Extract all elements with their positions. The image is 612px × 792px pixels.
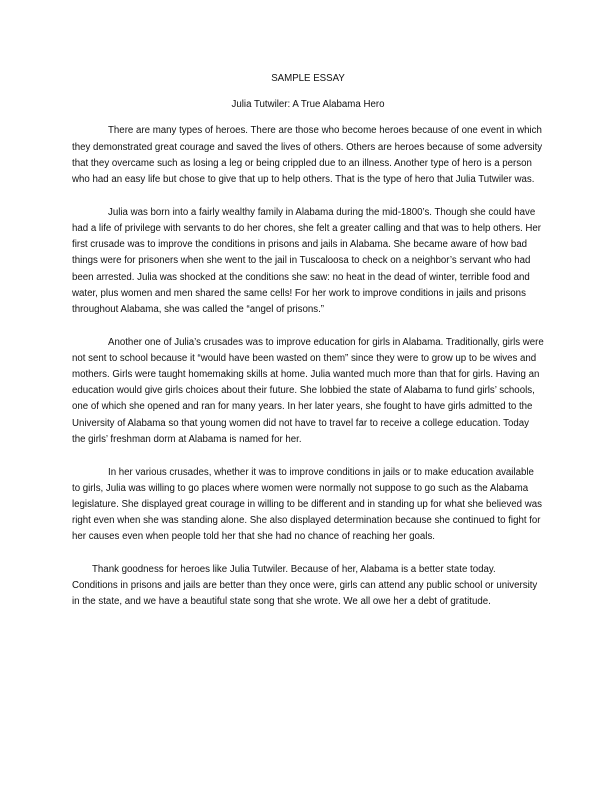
- paragraph-3: Another one of Julia’s crusades was to improve education for girls in Alabama. Traditionally, girls were not sent to school because it “would have been wasted on them” since they were to grow up to be wives and mothers. Girls were taught homemaking skills at home. Julia wanted much more than that for girls. Having an education would give girls choices about their future. She lobbied the state of Alabama to fund girls’ schools, one of which she opened and ran for many years. In her later years, she fought to have girls admitted to the University of Alabama so that young women did not have to travel far to receive a college education. Today the girls’ freshman dorm at Alabama is named for her.: [72, 336, 544, 445]
- essay-title: Julia Tutwiler: A True Alabama Hero: [231, 99, 385, 111]
- paragraph-2: Julia was born into a fairly wealthy family in Alabama during the mid-1800’s. Though she could have had a life of privilege with servants to do her chores, she felt a greater calling and that was to help others. Her first crusade was to improve the conditions in prisons and jails in Alabama. She became aware of how bad things were for prisoners when she went to the jail in Tuscaloosa to check on a neighbor’s servant who had been arrested. Julia was shocked at the conditions she saw: no heat in the dead of winter, terrible food and water, plus women and men shared the same cells! For her work to improve conditions in jails and prisons throughout Alabama, she was called the “angel of prisons.”: [72, 206, 542, 315]
- essay-heading: SAMPLE ESSAY: [271, 73, 345, 84]
- paragraph-4: In her various crusades, whether it was to improve conditions in jails or to make education available to girls, Julia was willing to go places where women were normally not suppose to go such as the Alabama legislature. She displayed great courage in willing to be different and in standing up for what she believed was right even when she was standing alone. She also displayed determination because she continued to fight for her causes even when people told her that she had no chance of reaching her goals.: [72, 466, 542, 543]
- paragraph-5: Thank goodness for heroes like Julia Tutwiler. Because of her, Alabama is a better state today. Conditions in prisons and jails are better than they once were, girls can attend any public school or university in the state, and we have a beautiful state song that she wrote. We all owe her a debt of gratitude.: [72, 564, 538, 608]
- essay-body: [72, 71, 544, 627]
- paragraph-1: There are many types of heroes. There are those who become heroes because of one event in which they demonstrated great courage and saved the lives of others. Others are heroes because of some adversity that they overcame such as losing a leg or being crippled due to an illness. Another type of hero is a person who had an easy life but chose to give that up to help others. That is the type of hero that Julia Tutwiler was.: [72, 125, 543, 186]
